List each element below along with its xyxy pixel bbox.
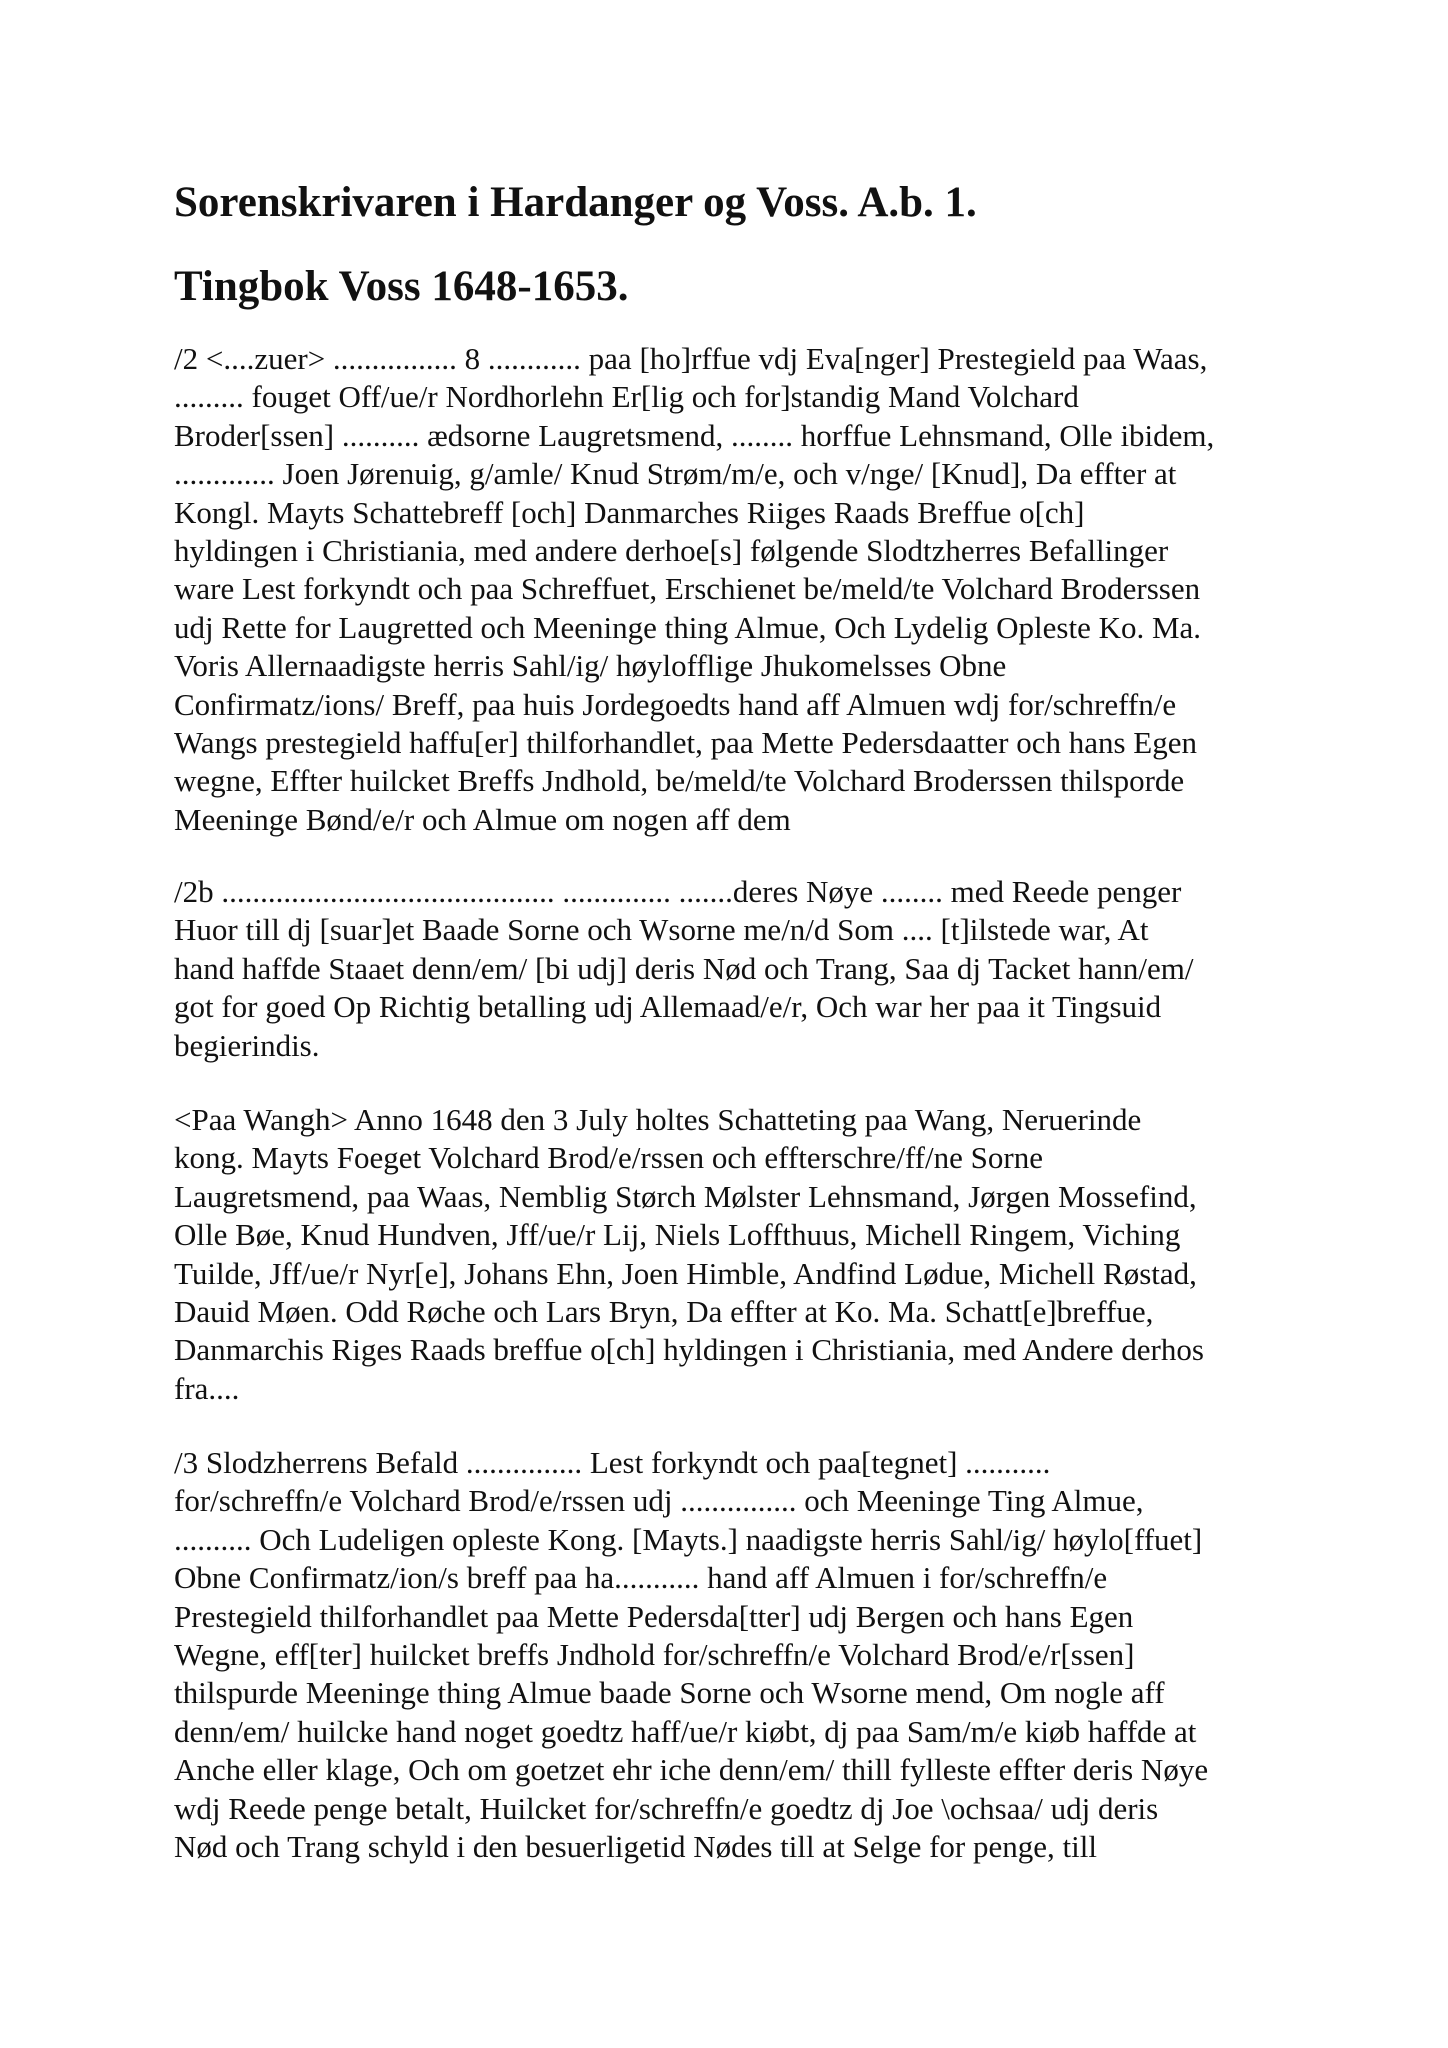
text-line: hand haffde Staaet denn/em/ [bi udj] deris Nød och Trang, Saa dj Tacket hann/em/ — [174, 950, 1194, 986]
text-line: Wangs prestegield haffu[er] thilforhandlet, paa Mette Pedersdaatter och hans Egen — [174, 725, 1197, 761]
text-line: /2b ........................................... .............. .......deres Nøye ........ med Reede penger — [174, 874, 1182, 909]
text-line: thilspurde Meeninge thing Almue baade Sorne och Wsorne mend, Om nogle aff — [174, 1675, 1165, 1711]
paragraph-3 — [174, 1101, 1304, 1408]
text-line: got for goed Op Richtig betalling udj Allemaad/e/r, Och war her paa it Tingsuid — [174, 989, 1162, 1025]
text-line: hyldingen i Christiania, med andere derhoe[s] følgende Slodtzherres Befallinger — [174, 533, 1169, 569]
text-line: Laugretsmend, paa Waas, Nemblig Størch Mølster Lehnsmand, Jørgen Mossefind, — [174, 1178, 1197, 1214]
text-line: Anche eller klage, Och om goetzet ehr iche denn/em/ thill fylleste effter deris Nøye — [174, 1752, 1209, 1788]
text-line: Danmarchis Riges Raads breffue o[ch] hyldingen i Christiania, med Andere derhos — [174, 1332, 1204, 1368]
text-line: Tuilde, Jff/ue/r Nyr[e], Johans Ehn, Joen Himble, Andfind Lødue, Michell Røstad, — [174, 1255, 1197, 1291]
text-line: Prestegield thilforhandlet paa Mette Pedersda[tter] udj Bergen och hans Egen — [174, 1598, 1134, 1634]
text-line: udj Rette for Laugretted och Meeninge thing Almue, Och Lydelig Opleste Ko. Ma. — [174, 609, 1202, 645]
text-line: .......... Och Ludeligen opleste Kong. [Mayts.] naadigste herris Sahl/ig/ høylo[ffuet] — [174, 1521, 1203, 1557]
text-line: ............. Joen Jørenuig, g/amle/ Knud Strøm/m/e, och v/nge/ [Knud], Da effter at — [174, 456, 1177, 492]
text-line: ......... fouget Off/ue/r Nordhorlehn Er[lig och for]standig Mand Volchard — [174, 379, 1079, 415]
text-line: Voris Allernaadigste herris Sahl/ig/ høylofflige Jhukomelsses Obne — [174, 648, 1007, 684]
text-line: Obne Confirmatz/ion/s breff paa ha........... hand aff Almuen i for/schreffn/e — [174, 1560, 1108, 1596]
text-line: /3 Slodzherrens Befald ............... Lest forkyndt och paa[tegnet] ........... — [174, 1445, 1051, 1480]
text-line: Wegne, eff[ter] huilcket breffs Jndhold for/schreffn/e Volchard Brod/e/r[ssen] — [174, 1637, 1135, 1673]
paragraph-2 — [174, 873, 1304, 1065]
text-line: Broder[ssen] .......... ædsorne Laugretsmend, ........ horffue Lehnsmand, Olle ibidem, — [174, 417, 1215, 453]
paragraph-1 — [174, 340, 1304, 839]
text-line: Meeninge Bønd/e/r och Almue om nogen aff dem — [174, 801, 791, 837]
text-line: <Paa Wangh> Anno 1648 den 3 July holtes Schatteting paa Wang, Neruerinde — [174, 1102, 1142, 1137]
text-line: Nød och Trang schyld i den besuerligetid Nødes till at Selge for penge, till — [174, 1829, 1097, 1865]
text-line: Olle Bøe, Knud Hundven, Jff/ue/r Lij, Niels Loffthuus, Michell Ringem, Viching — [174, 1217, 1181, 1253]
text-line: /2 <....zuer> ................ 8 ............ paa [ho]rffue vdj Eva[nger] Prestegield paa Waas, — [174, 341, 1208, 376]
paragraph-4 — [174, 1444, 1304, 1866]
text-line: wegne, Effter huilcket Breffs Jndhold, be/meld/te Volchard Broderssen thilsporde — [174, 763, 1185, 799]
text-line: Dauid Møen. Odd Røche och Lars Bryn, Da effter at Ko. Ma. Schatt[e]breffue, — [174, 1294, 1154, 1330]
text-line: Kongl. Mayts Schattebreff [och] Danmarches Riiges Raads Breffue o[ch] — [174, 494, 1085, 530]
text-line: Huor till dj [suar]et Baade Sorne och Wsorne me/n/d Som .... [t]ilstede war, At — [174, 912, 1149, 948]
text-line: ware Lest forkyndt och paa Schreffuet, Erschienet be/meld/te Volchard Broderssen — [174, 571, 1201, 607]
text-line: kong. Mayts Foeget Volchard Brod/e/rssen och effterschre/ff/ne Sorne — [174, 1140, 1043, 1176]
text-line: fra.... — [174, 1370, 240, 1406]
text-line: begierindis. — [174, 1027, 320, 1063]
text-line: Confirmatz/ions/ Breff, paa huis Jordegoedts hand aff Almuen wdj for/schreffn/e — [174, 686, 1177, 722]
document-subtitle: Tingbok Voss 1648-1653. — [174, 263, 629, 310]
text-line: for/schreffn/e Volchard Brod/e/rssen udj ............... och Meeninge Ting Almue, — [174, 1483, 1144, 1519]
text-line: denn/em/ huilcke hand noget goedtz haff/ue/r kiøbt, dj paa Sam/m/e kiøb haffde at — [174, 1713, 1197, 1749]
document-title: Sorenskrivaren i Hardanger og Voss. A.b. 1. — [174, 179, 977, 226]
text-line: wdj Reede penge betalt, Huilcket for/schreffn/e goedtz dj Joe \ochsaa/ udj deris — [174, 1790, 1159, 1826]
